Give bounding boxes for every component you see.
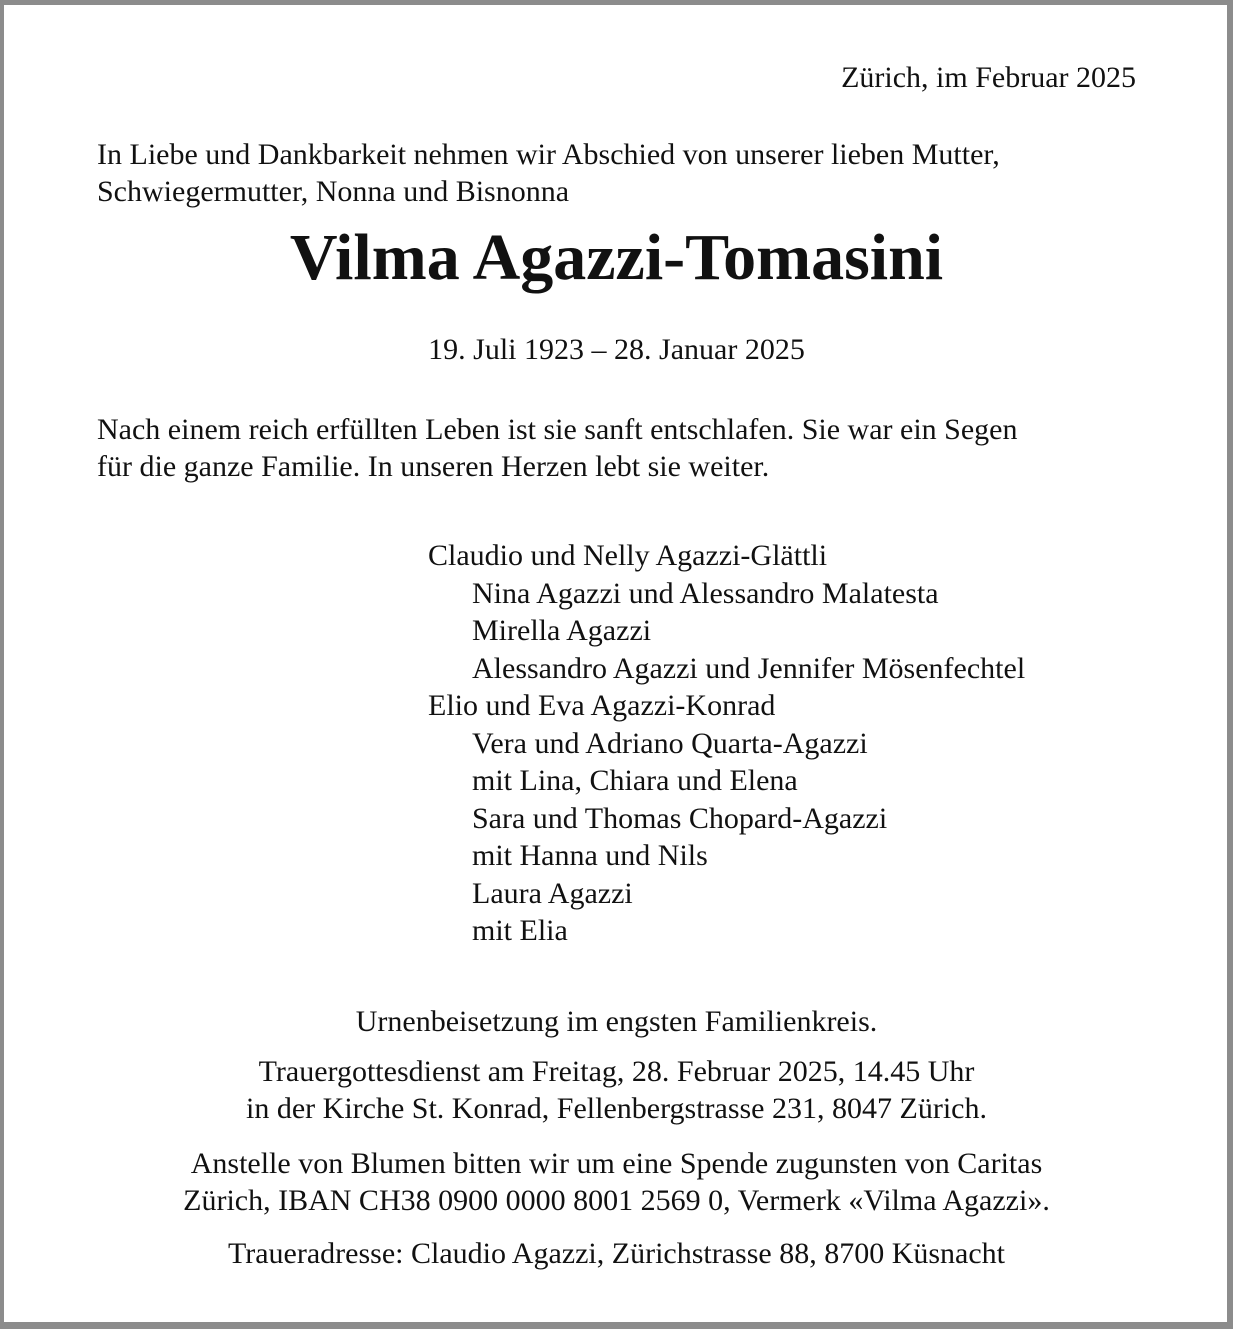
place-date: Zürich, im Februar 2025 xyxy=(841,61,1136,94)
list-item: Sara und Thomas Chopard-Agazzi xyxy=(472,801,888,835)
message-line-1: Nach einem reich erfüllten Leben ist sie sanft entschlafen. Sie war ein Segen xyxy=(97,413,1018,446)
list-item: Laura Agazzi xyxy=(472,876,633,910)
intro-line-2: Schwiegermutter, Nonna und Bisnonna xyxy=(97,175,570,208)
deceased-name: Vilma Agazzi-Tomasini xyxy=(289,221,944,294)
message-line-2: für die ganze Familie. In unseren Herzen lebt sie weiter. xyxy=(97,450,770,483)
list-item: mit Lina, Chiara und Elena xyxy=(472,764,798,797)
service-line-2: in der Kirche St. Konrad, Fellenbergstrasse 231, 8047 Zürich. xyxy=(246,1092,987,1125)
list-item: Nina Agazzi und Alessandro Malatesta xyxy=(472,576,939,610)
donation-line-2: Zürich, IBAN CH38 0900 0000 8001 2569 0, Vermerk «Vilma Agazzi». xyxy=(183,1184,1050,1217)
intro-text xyxy=(97,136,1142,210)
list-item: Mirella Agazzi xyxy=(472,614,652,647)
list-item: Alessandro Agazzi und Jennifer Mösenfechtel xyxy=(472,651,1026,685)
donation-line-1: Anstelle von Blumen bitten wir um eine Spende zugunsten von Caritas xyxy=(190,1147,1043,1180)
list-item: Claudio und Nelly Agazzi-Glättli xyxy=(428,539,828,572)
list-item: mit Hanna und Nils xyxy=(472,839,708,872)
intro-line-1: In Liebe und Dankbarkeit nehmen wir Abschied von unserer lieben Mutter, xyxy=(97,138,1000,171)
list-item: Vera und Adriano Quarta-Agazzi xyxy=(472,726,868,760)
list-item: mit Elia xyxy=(472,914,568,947)
service-line-1: Trauergottesdienst am Freitag, 28. Februar 2025, 14.45 Uhr xyxy=(258,1055,975,1088)
burial-notice: Urnenbeisetzung im engsten Familienkreis. xyxy=(355,1005,878,1038)
mourners-list xyxy=(428,537,1025,950)
message-text xyxy=(97,411,1017,485)
mourning-address: Traueradresse: Claudio Agazzi, Zürichstrasse 88, 8700 Küsnacht xyxy=(227,1237,1006,1270)
lifespan-dates: 19. Juli 1923 – 28. Januar 2025 xyxy=(428,333,805,366)
list-item: Elio und Eva Agazzi-Konrad xyxy=(428,689,776,722)
